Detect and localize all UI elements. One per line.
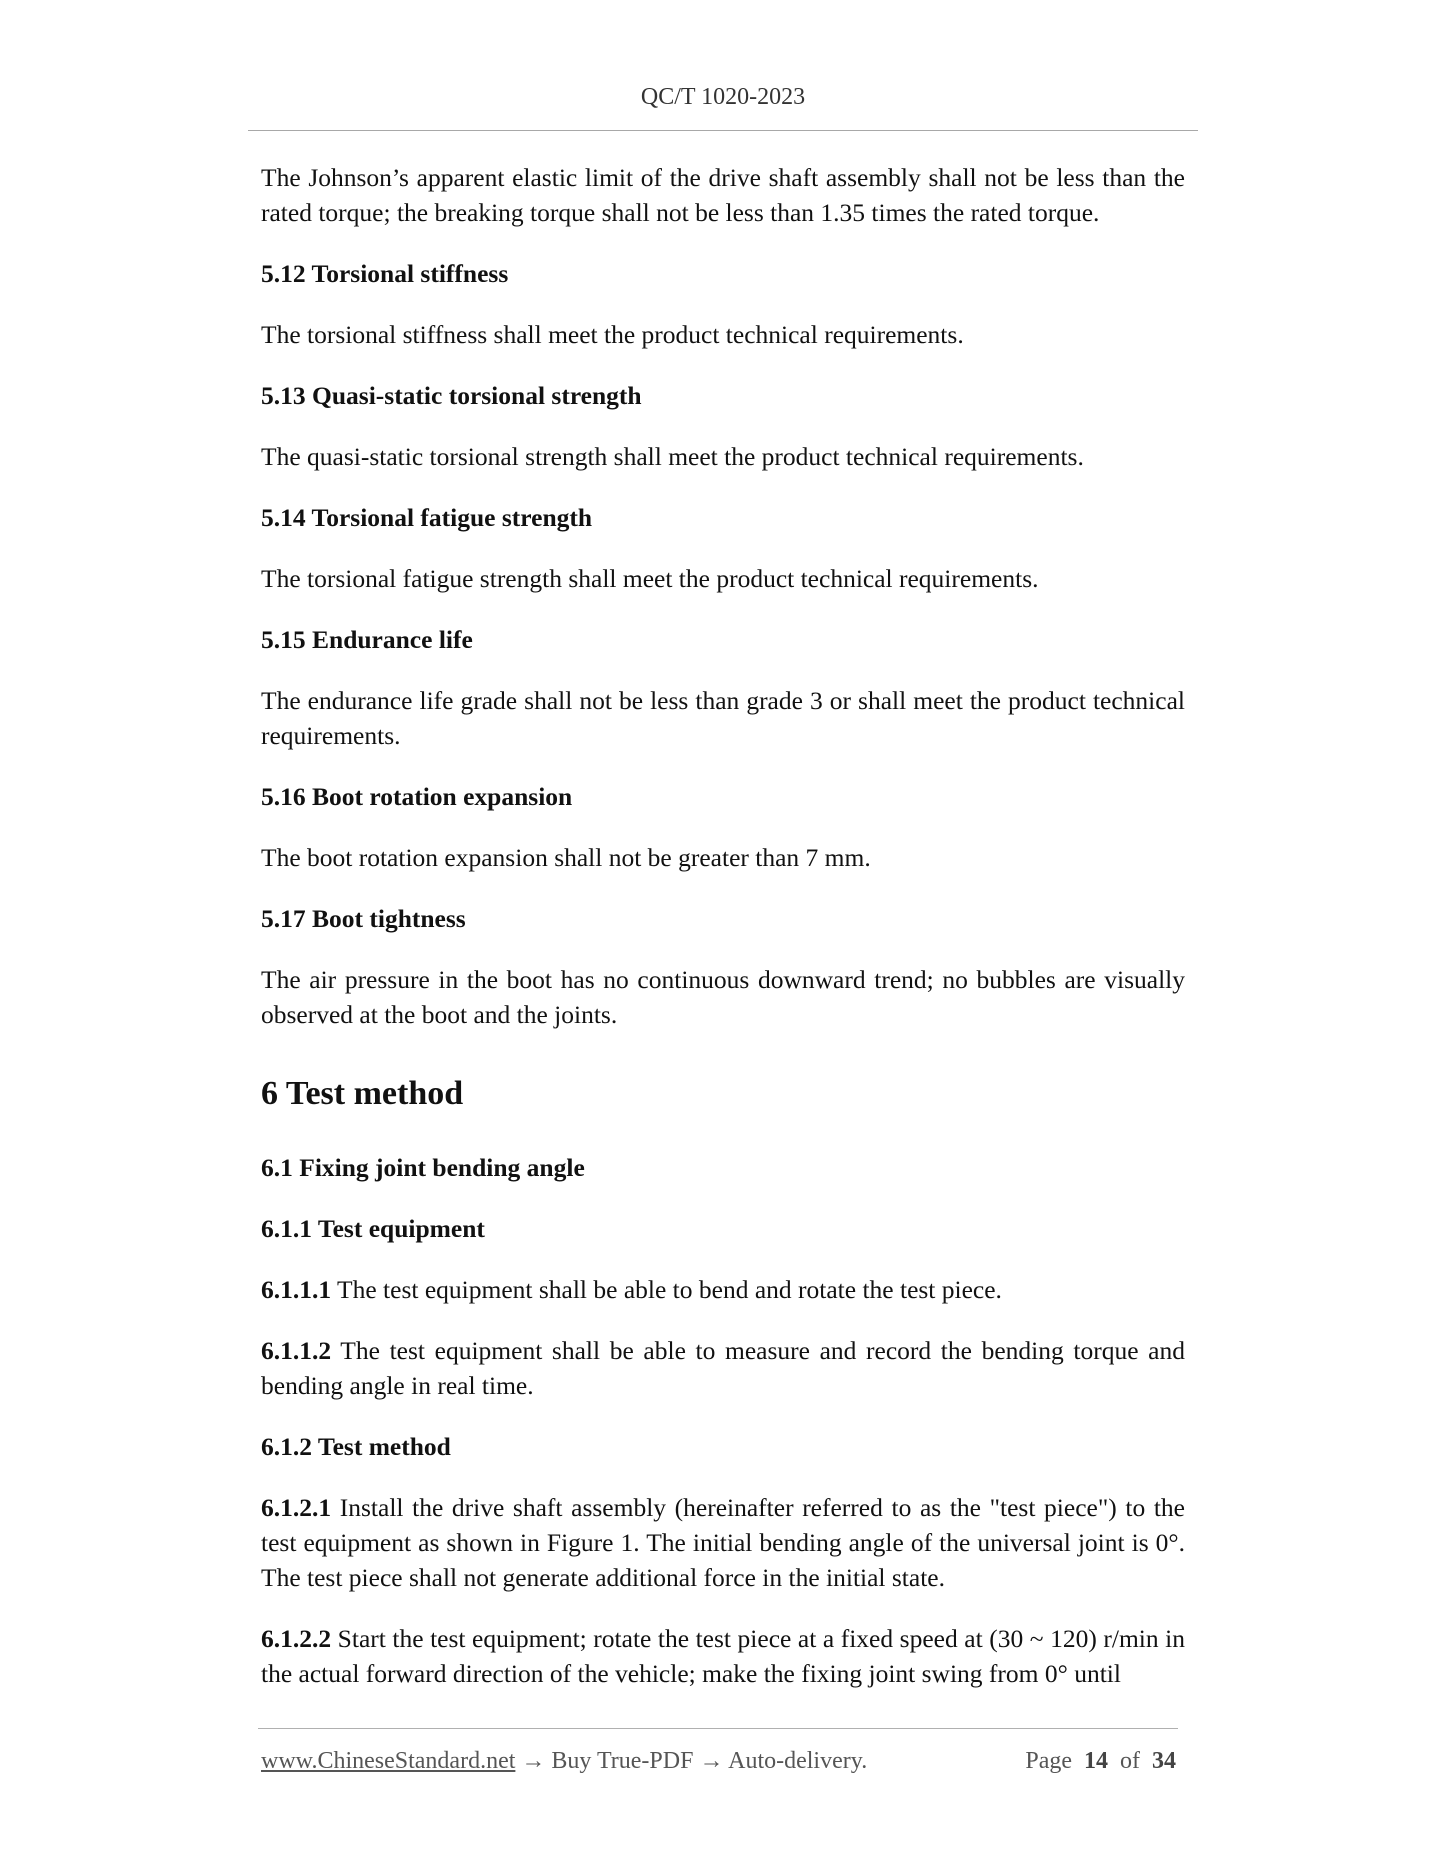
paragraph-6-1-1-2	[261, 1333, 1185, 1403]
header-divider	[248, 130, 1198, 131]
paragraph-5-16: The boot rotation expansion shall not be greater than 7 mm.	[261, 843, 871, 872]
heading-6-1-2: 6.1.2 Test method	[261, 1432, 451, 1461]
heading-5-16: 5.16 Boot rotation expansion	[261, 782, 573, 811]
page-footer	[261, 1748, 1176, 1775]
clause-text: The test equipment shall be able to bend and rotate the test piece.	[331, 1275, 1002, 1304]
paragraph-5-13: The quasi-static torsional strength shall meet the product technical requirements.	[261, 442, 1084, 471]
clause-number: 6.1.1.1	[261, 1275, 332, 1304]
paragraph-5-14: The torsional fatigue strength shall meet the product technical requirements.	[261, 564, 1039, 593]
page-word: Page	[1025, 1748, 1072, 1774]
page-total: 34	[1152, 1748, 1176, 1774]
paragraph-5-17: The air pressure in the boot has no continuous downward trend; no bubbles are visually observed at the boot and the joints.	[261, 965, 1185, 1029]
paragraph-6-1-2-1	[261, 1490, 1185, 1595]
clause-text: Install the drive shaft assembly (hereinafter referred to as the "test piece") to the test equipment as shown in Figure 1. The initial bending angle of the universal joint is 0°. The test piece shall not generate additional force in the initial state.	[261, 1493, 1185, 1592]
paragraph-5-12: The torsional stiffness shall meet the product technical requirements.	[261, 320, 964, 349]
of-word: of	[1120, 1748, 1140, 1774]
clause-text: The test equipment shall be able to measure and record the bending torque and bending angle in real time.	[261, 1336, 1185, 1400]
paragraph-5-15: The endurance life grade shall not be less than grade 3 or shall meet the product technical requirements.	[261, 686, 1185, 750]
clause-number: 6.1.1.2	[261, 1336, 332, 1365]
clause-number: 6.1.2.2	[261, 1624, 332, 1653]
website-link[interactable]: www.ChineseStandard.net	[261, 1748, 516, 1774]
paragraph-6-1-1-1	[261, 1272, 1185, 1307]
document-body	[261, 160, 1185, 1717]
clause-number: 6.1.2.1	[261, 1493, 332, 1522]
heading-6: 6 Test method	[261, 1075, 464, 1112]
heading-5-17: 5.17 Boot tightness	[261, 904, 466, 933]
paragraph-intro: The Johnson’s apparent elastic limit of the drive shaft assembly shall not be less than the rated torque; the breaking torque shall not be less than 1.35 times the rated torque.	[261, 163, 1185, 227]
heading-5-15: 5.15 Endurance life	[261, 625, 473, 654]
page-indicator	[1025, 1748, 1176, 1775]
paragraph-6-1-2-2	[261, 1621, 1185, 1691]
heading-5-13: 5.13 Quasi-static torsional strength	[261, 381, 642, 410]
clause-text: Start the test equipment; rotate the test piece at a fixed speed at (30 ~ 120) r/min in the actual forward direction of the vehicle; make the fixing joint swing from 0° until	[261, 1624, 1185, 1688]
page-number: 14	[1084, 1748, 1108, 1774]
footer-tagline: → Buy True-PDF → Auto-delivery.	[515, 1748, 868, 1774]
heading-6-1-1: 6.1.1 Test equipment	[261, 1214, 485, 1243]
page-header-title: QC/T 1020-2023	[640, 84, 806, 110]
footer-divider	[258, 1728, 1178, 1729]
heading-5-12: 5.12 Torsional stiffness	[261, 259, 509, 288]
heading-5-14: 5.14 Torsional fatigue strength	[261, 503, 593, 532]
heading-6-1: 6.1 Fixing joint bending angle	[261, 1153, 585, 1182]
